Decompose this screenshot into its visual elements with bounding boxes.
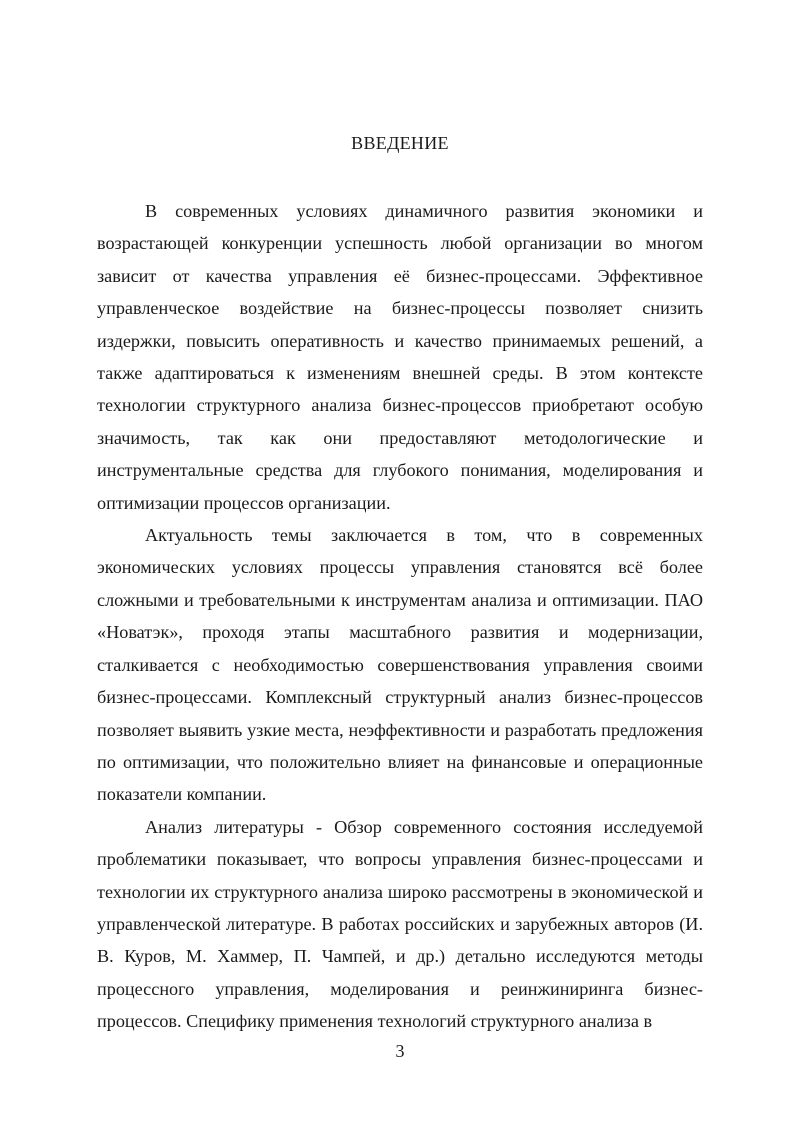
section-heading: ВВЕДЕНИЕ bbox=[351, 133, 449, 153]
body-text bbox=[97, 195, 703, 1038]
paragraph-literature: Анализ литературы - Обзор современного состояния исследуемой проблематики показывает, что вопросы управления бизнес-процессами и технологии их структурного анализа широко рассмотрены в экономической и управленческой литературе. В работах российских и зарубежных авторов (И. В. Куров, М. Хаммер, П. Чампей, и др.) детально исследуются методы процессного управления, моделирования и реинжиниринга бизнес-процессов. Специфику применения технологий структурного анализа в bbox=[97, 816, 703, 1032]
paragraph-relevance: Актуальность темы заключается в том, что в современных экономических условиях процессы управления становятся всё более сложными и требовательными к инструментам анализа и оптимизации. ПАО «Новатэк», проходя этапы масштабного развития и модернизации, сталкивается с необходимостью совершенствования управления своими бизнес-процессами. Комплексный структурный анализ бизнес-процессов позволяет выявить узкие места, неэффективности и разработать предложения по оптимизации, что положительно влияет на финансовые и операционные показатели компании. bbox=[97, 525, 703, 805]
paragraph-intro: В современных условиях динамичного развития экономики и возрастающей конкуренции успешность любой организации во многом зависит от качества управления её бизнес-процессами. Эффективное управленческое воздействие на бизнес-процессы позволяет снизить издержки, повысить оперативность и качество принимаемых решений, а также адаптироваться к изменениям внешней среды. В этом контексте технологии структурного анализа бизнес-процессов приобретают особую значимость, так как они предоставляют методологические и инструментальные средства для глубокого понимания, моделирования и оптимизации процессов организации. bbox=[97, 201, 703, 513]
page-number: 3 bbox=[395, 1041, 405, 1061]
